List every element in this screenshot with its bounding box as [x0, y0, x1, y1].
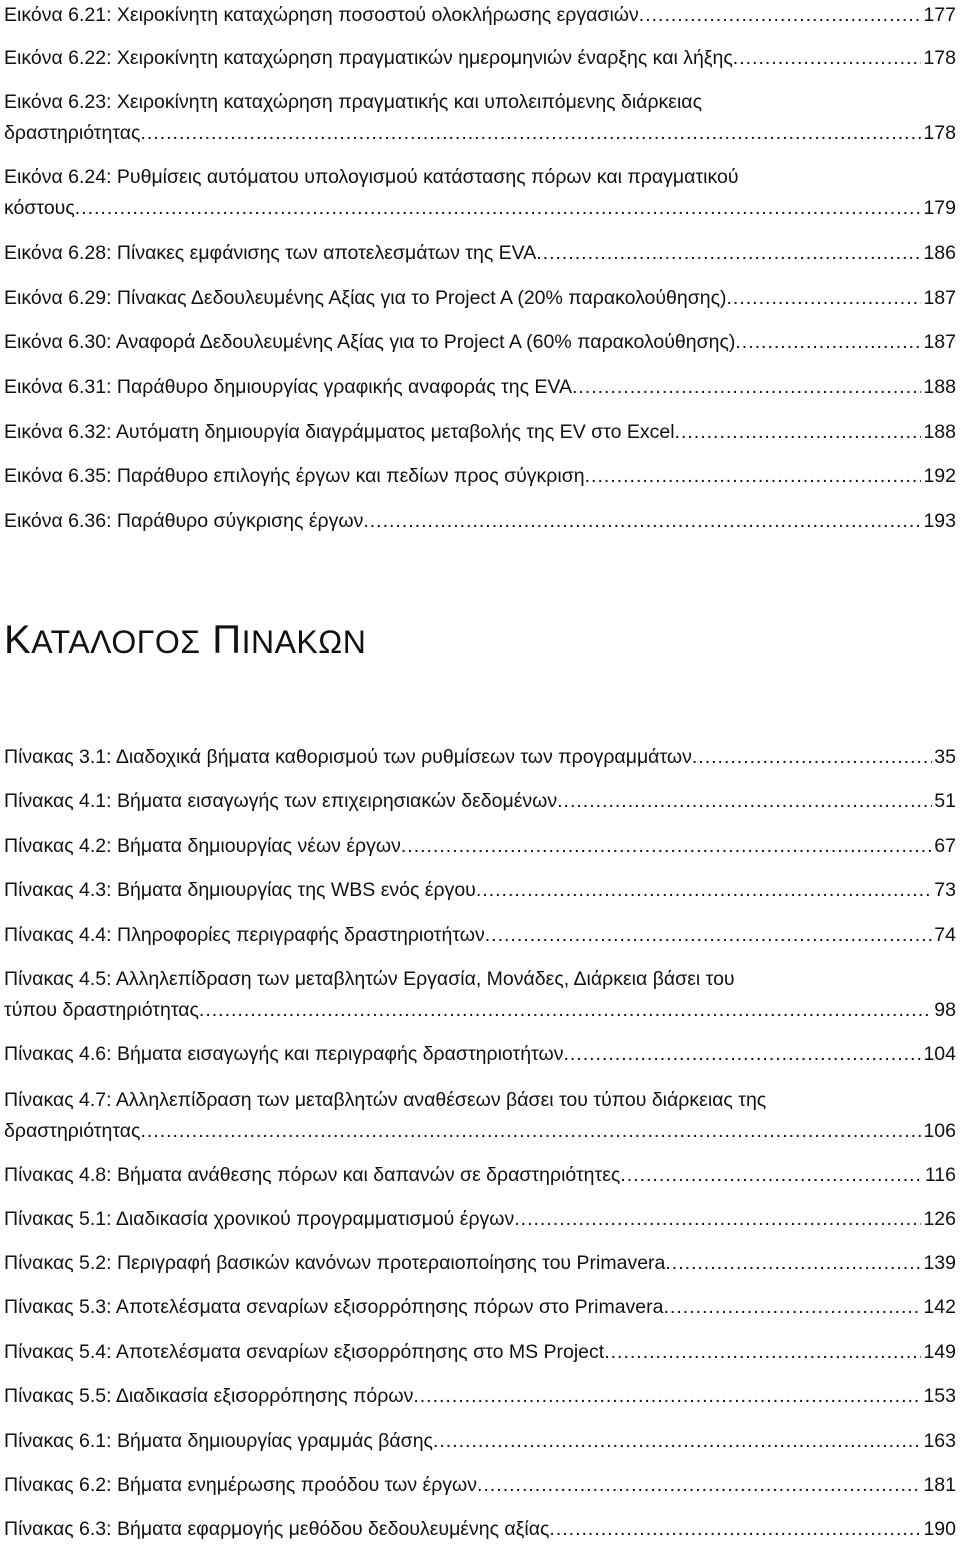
- page-number: 106: [923, 1120, 956, 1142]
- table-entry[interactable]: [4, 742, 956, 773]
- entry-title: Πίνακας 6.2: Βήματα ενημέρωσης προόδου των έργων: [4, 1474, 478, 1496]
- entry-title: τύπου δραστηριότητας: [4, 999, 199, 1021]
- dot-leader: [401, 831, 932, 862]
- page-number: 188: [923, 421, 956, 443]
- table-entry[interactable]: [4, 1337, 956, 1368]
- entry-title: Πίνακας 6.1: Βήματα δημιουργίας γραμμάς βάσης: [4, 1430, 433, 1452]
- entry-title: Πίνακας 4.8: Βήματα ανάθεσης πόρων και δαπανών σε δραστηριότητες: [4, 1164, 621, 1186]
- heading-rest-1: ΑΤΑΛΟΓΟΣ: [31, 624, 201, 660]
- heading-initial-1: Κ: [4, 618, 32, 662]
- table-entry[interactable]: [4, 1160, 956, 1191]
- page-number: 74: [934, 924, 956, 946]
- table-entry[interactable]: [4, 1085, 956, 1147]
- page-number: 187: [923, 287, 956, 309]
- entry-title: Πίνακας 4.6: Βήματα εισαγωγής και περιγραφής δραστηριοτήτων: [4, 1043, 564, 1065]
- table-entry[interactable]: [4, 964, 956, 1026]
- page-number: 187: [923, 331, 956, 353]
- dot-leader: [363, 506, 921, 537]
- entry-title: κόστους: [4, 197, 75, 219]
- page-number: 142: [923, 1296, 956, 1318]
- table-entry[interactable]: [4, 1381, 956, 1412]
- dot-leader: [75, 193, 922, 224]
- page-number: 116: [924, 1164, 956, 1186]
- page-number: 149: [923, 1341, 956, 1363]
- dot-leader: [665, 1248, 921, 1279]
- figure-entry[interactable]: [4, 238, 956, 269]
- dot-leader: [620, 1160, 923, 1191]
- dot-leader: [604, 1337, 921, 1368]
- page-number: 163: [923, 1430, 956, 1452]
- dot-leader: [663, 1292, 921, 1323]
- page-number: 126: [923, 1208, 956, 1230]
- entry-title: Πίνακας 4.1: Βήματα εισαγωγής των επιχειρησιακών δεδομένων: [4, 790, 558, 812]
- entry-title: Εικόνα 6.28: Πίνακες εμφάνισης των αποτελεσμάτων της EVA: [4, 242, 537, 264]
- entry-title: Πίνακας 3.1: Διαδοχικά βήματα καθορισμού των ρυθμίσεων των προγραμμάτων: [4, 746, 692, 768]
- table-entry[interactable]: [4, 875, 956, 906]
- entry-title-line1: Εικόνα 6.24: Ρυθμίσεις αυτόματου υπολογισμού κατάστασης πόρων και πραγματικού: [4, 166, 739, 188]
- page-number: 98: [934, 999, 956, 1021]
- heading-rest-2: ΙΝΑΚΩΝ: [241, 624, 367, 660]
- table-entry[interactable]: [4, 920, 956, 951]
- dot-leader: [433, 1426, 922, 1457]
- heading-initial-2: Π: [212, 618, 242, 662]
- entry-title: Πίνακας 5.4: Αποτελέσματα σεναρίων εξισορρόπησης στο MS Project: [4, 1341, 605, 1363]
- page-number: 193: [923, 510, 956, 532]
- figure-entry[interactable]: [4, 372, 956, 403]
- entry-title-line1: Εικόνα 6.23: Χειροκίνητη καταχώρηση πραγματικής και υπολειπόμενης διάρκειας: [4, 91, 702, 113]
- entry-title: Εικόνα 6.31: Παράθυρο δημιουργίας γραφικής αναφοράς της EVA: [4, 376, 572, 398]
- page-number: 51: [934, 790, 956, 812]
- dot-leader: [733, 43, 922, 74]
- page-number: 73: [934, 879, 956, 901]
- dot-leader: [727, 283, 922, 314]
- entry-title: Πίνακας 6.3: Βήματα εφαρμογής μεθόδου δεδουλευμένης αξίας: [4, 1518, 550, 1540]
- page-number: 139: [923, 1252, 956, 1274]
- page-number: 179: [923, 197, 956, 219]
- dot-leader: [536, 238, 921, 269]
- dot-leader: [477, 1470, 921, 1501]
- entry-title-line1: Πίνακας 4.5: Αλληλεπίδραση των μεταβλητών Εργασία, Μονάδες, Διάρκεια βάσει του: [4, 968, 735, 990]
- table-entry[interactable]: [4, 831, 956, 862]
- table-entry[interactable]: [4, 786, 956, 817]
- page-number: 188: [923, 376, 956, 398]
- table-entry[interactable]: [4, 1470, 956, 1501]
- entry-title: Εικόνα 6.35: Παράθυρο επιλογής έργων και πεδίων προς σύγκριση: [4, 465, 585, 487]
- entry-title: Εικόνα 6.29: Πίνακας Δεδουλευμένης Αξίας για το Project A (20% παρακολούθησης): [4, 287, 727, 309]
- figure-entry[interactable]: [4, 162, 956, 224]
- entry-title: Εικόνα 6.21: Χειροκίνητη καταχώρηση ποσοστού ολοκλήρωσης εργασιών: [4, 4, 639, 26]
- figure-entry[interactable]: [4, 506, 956, 537]
- entry-title: Πίνακας 5.5: Διαδικασία εξισορρόπησης πόρων: [4, 1385, 414, 1407]
- entry-title: Πίνακας 4.2: Βήματα δημιουργίας νέων έργων: [4, 835, 401, 857]
- table-entry[interactable]: [4, 1248, 956, 1279]
- dot-leader: [675, 417, 922, 448]
- page-number: 186: [923, 242, 956, 264]
- entry-title: Πίνακας 4.3: Βήματα δημιουργίας της WBS ενός έργου: [4, 879, 476, 901]
- entry-title: Πίνακας 4.4: Πληροφορίες περιγραφής δραστηριοτήτων: [4, 924, 485, 946]
- dot-leader: [639, 0, 922, 31]
- entry-title: Πίνακας 5.3: Αποτελέσματα σεναρίων εξισορρόπησης πόρων στο Primavera: [4, 1296, 664, 1318]
- dot-leader: [572, 372, 921, 403]
- page-number: 190: [923, 1518, 956, 1540]
- page-number: 67: [934, 835, 956, 857]
- page-number: 104: [923, 1043, 956, 1065]
- figure-entry[interactable]: [4, 461, 956, 492]
- dot-leader: [485, 920, 933, 951]
- entry-title-line1: Πίνακας 4.7: Αλληλεπίδραση των μεταβλητών αναθέσεων βάσει του τύπου διάρκειας της: [4, 1089, 767, 1111]
- entry-title: Πίνακας 5.2: Περιγραφή βασικών κανόνων προτεραιοποίησης του Primavera: [4, 1252, 666, 1274]
- dot-leader: [735, 327, 921, 358]
- dot-leader: [557, 786, 932, 817]
- dot-leader: [514, 1204, 921, 1235]
- page-number: 35: [934, 746, 956, 768]
- page-number: 178: [923, 47, 956, 69]
- table-entry[interactable]: [4, 1426, 956, 1457]
- page-number: 178: [923, 122, 956, 144]
- entry-title: δραστηριότητας: [4, 122, 141, 144]
- dot-leader: [692, 742, 932, 773]
- entry-title: δραστηριότητας: [4, 1120, 141, 1142]
- dot-leader: [140, 1116, 921, 1147]
- entry-title: Πίνακας 5.1: Διαδικασία χρονικού προγραμματισμού έργων: [4, 1208, 515, 1230]
- entry-title: Εικόνα 6.22: Χειροκίνητη καταχώρηση πραγματικών ημερομηνιών έναρξης και λήξης: [4, 47, 733, 69]
- dot-leader: [549, 1514, 921, 1545]
- table-entry[interactable]: [4, 1039, 956, 1070]
- section-heading-list-of-tables: [4, 612, 366, 670]
- dot-leader: [199, 995, 932, 1026]
- page-number: 153: [923, 1385, 956, 1407]
- figure-entry[interactable]: [4, 327, 956, 358]
- dot-leader: [563, 1039, 921, 1070]
- dot-leader: [585, 461, 922, 492]
- figure-entry[interactable]: [4, 0, 956, 31]
- page-number: 192: [923, 465, 956, 487]
- dot-leader: [140, 118, 921, 149]
- table-entry[interactable]: [4, 1514, 956, 1545]
- table-entry[interactable]: [4, 1292, 956, 1323]
- entry-title: Εικόνα 6.32: Αυτόματη δημιουργία διαγράμματος μεταβολής της EV στο Excel: [4, 421, 675, 443]
- page-number: 177: [923, 4, 956, 26]
- entry-title: Εικόνα 6.36: Παράθυρο σύγκρισης έργων: [4, 510, 364, 532]
- table-entry[interactable]: [4, 1204, 956, 1235]
- figure-entry[interactable]: [4, 417, 956, 448]
- entry-title: Εικόνα 6.30: Αναφορά Δεδουλευμένης Αξίας για το Project A (60% παρακολούθησης): [4, 331, 736, 353]
- dot-leader: [413, 1381, 921, 1412]
- figure-entry[interactable]: [4, 43, 956, 74]
- dot-leader: [476, 875, 932, 906]
- page-number: 181: [923, 1474, 956, 1496]
- figure-entry[interactable]: [4, 283, 956, 314]
- figure-entry[interactable]: [4, 87, 956, 149]
